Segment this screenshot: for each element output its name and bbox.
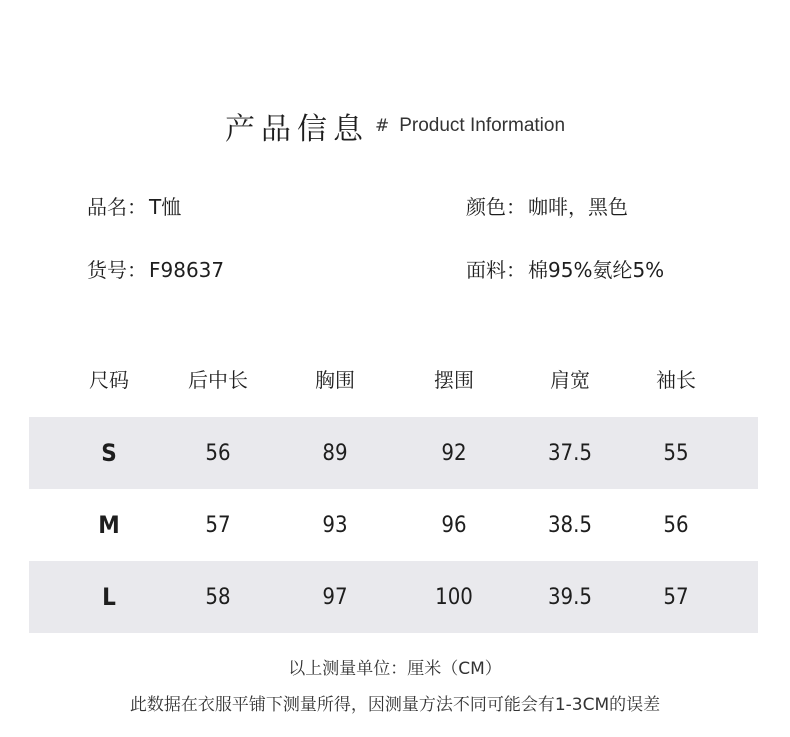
table-row bbox=[29, 489, 758, 561]
cell-shoulder: 38.5 bbox=[547, 512, 593, 538]
table-row bbox=[29, 561, 758, 633]
cell-chest: 89 bbox=[322, 440, 348, 466]
unit-note: 以上测量单位：厘米（CM） bbox=[288, 659, 502, 679]
cell-shoulder: 39.5 bbox=[547, 584, 593, 610]
cell-chest: 97 bbox=[322, 584, 348, 610]
cell-hem: 92 bbox=[441, 440, 467, 466]
title-chinese: 产品信息 bbox=[224, 112, 369, 147]
cell-chest: 93 bbox=[322, 512, 348, 538]
info-sku-value: F98637 bbox=[149, 258, 225, 282]
info-color bbox=[466, 191, 628, 220]
info-fabric-label: 面料： bbox=[466, 258, 526, 282]
size-table bbox=[29, 350, 758, 633]
column-header-hem: 摆围 bbox=[434, 367, 474, 392]
title-hash: # bbox=[374, 116, 390, 136]
table-row bbox=[29, 417, 758, 489]
info-name bbox=[87, 191, 181, 220]
cell-hem: 96 bbox=[441, 512, 467, 538]
cell-back-length: 58 bbox=[205, 584, 231, 610]
info-color-label: 颜色： bbox=[466, 195, 526, 219]
info-name-label: 品名： bbox=[87, 195, 147, 219]
measurement-disclaimer: 此数据在衣服平铺下测量所得，因测量方法不同可能会有1-3CM的误差 bbox=[129, 695, 661, 715]
cell-size: M bbox=[98, 511, 120, 539]
cell-sleeve: 57 bbox=[663, 584, 689, 610]
column-header-size: 尺码 bbox=[89, 367, 129, 392]
size-table-header bbox=[29, 350, 758, 410]
cell-back-length: 56 bbox=[205, 440, 231, 466]
info-fabric-value: 棉95%氨纶5% bbox=[528, 258, 665, 282]
info-sku bbox=[87, 254, 224, 283]
column-header-back-length: 后中长 bbox=[188, 367, 248, 392]
column-header-sleeve: 袖长 bbox=[656, 367, 696, 392]
cell-sleeve: 55 bbox=[663, 440, 689, 466]
info-fabric bbox=[466, 254, 664, 283]
page-title bbox=[0, 104, 790, 148]
title-english: Product Information bbox=[399, 115, 566, 136]
info-sku-label: 货号： bbox=[87, 258, 147, 282]
column-header-shoulder: 肩宽 bbox=[550, 367, 590, 392]
cell-hem: 100 bbox=[435, 584, 473, 610]
cell-sleeve: 56 bbox=[663, 512, 689, 538]
info-color-value: 咖啡，黑色 bbox=[528, 195, 628, 219]
info-name-value: T恤 bbox=[149, 195, 182, 219]
cell-back-length: 57 bbox=[205, 512, 231, 538]
cell-size: L bbox=[102, 583, 116, 611]
cell-size: S bbox=[101, 439, 117, 467]
cell-shoulder: 37.5 bbox=[547, 440, 593, 466]
column-header-chest: 胸围 bbox=[315, 367, 355, 392]
